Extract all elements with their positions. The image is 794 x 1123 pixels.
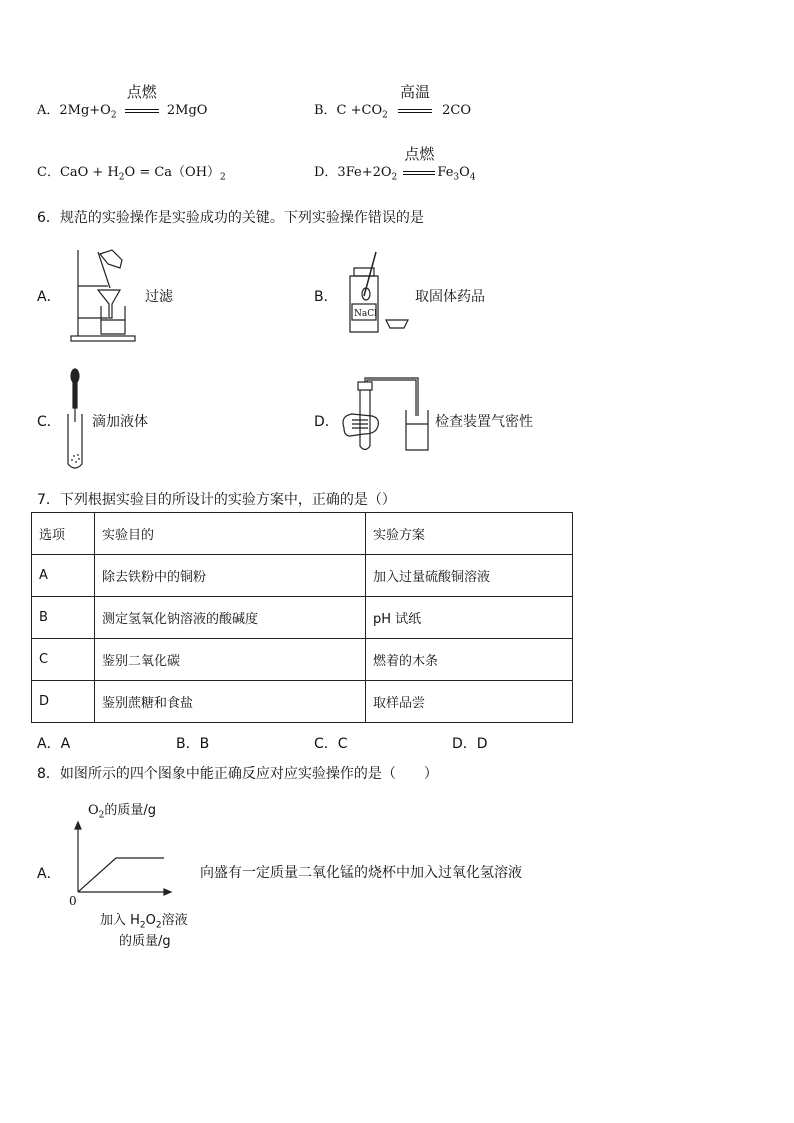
graph-x-axis-label: 加入 $H_2O_2$溶液 xyxy=(100,913,188,931)
reaction-arrow: 高温 xyxy=(398,103,432,118)
table-cell: 燃着的木条 xyxy=(366,639,573,681)
graph-origin-label: 0 xyxy=(69,894,77,908)
experiment-plan-table xyxy=(31,512,573,723)
filtration-apparatus-icon xyxy=(68,246,138,344)
reaction-arrow: 点燃 xyxy=(403,165,435,180)
table-row xyxy=(32,639,573,681)
table-cell: 鉴别蔗糖和食盐 xyxy=(95,681,366,723)
q5-option-d: D．$3Fe+2O_2$ 点燃 $Fe_3O_4$ xyxy=(314,145,476,183)
q6-option-c-label: 滴加液体 xyxy=(92,414,148,430)
q7-stem: 7．下列根据实验目的所设计的实验方案中，正确的是（） xyxy=(37,492,396,508)
table-cell: 加入过量硫酸铜溶液 xyxy=(366,555,573,597)
graph-x-axis-label-line2: 的质量/g xyxy=(119,934,171,949)
table-cell: D xyxy=(32,681,95,723)
table-cell: A xyxy=(32,555,95,597)
dropper-test-tube-icon xyxy=(64,368,86,472)
q6-option-c-letter: C． xyxy=(37,414,61,430)
table-cell: 取样品尝 xyxy=(366,681,573,723)
q7-choice-c: C．C xyxy=(314,736,348,752)
table-cell: C xyxy=(32,639,95,681)
q6-option-d-letter: D． xyxy=(314,414,339,430)
q8-option-a-letter: A． xyxy=(37,866,61,882)
table-header-cell: 实验目的 xyxy=(95,513,366,555)
table-header-cell: 选项 xyxy=(32,513,95,555)
q7-choice-a: A．A xyxy=(37,736,71,752)
bottle-label: NaCl xyxy=(354,309,378,319)
q6-stem: 6．规范的实验操作是实验成功的关键。下列实验操作错误的是 xyxy=(37,210,424,226)
table-cell: 测定氢氧化钠溶液的酸碱度 xyxy=(95,597,366,639)
table-header-row xyxy=(32,513,573,555)
q6-option-a-label: 过滤 xyxy=(145,289,173,305)
q6-option-a-letter: A． xyxy=(37,289,61,305)
oxygen-mass-graph xyxy=(66,820,176,900)
graph-y-axis-label: $O_2$的质量/g xyxy=(88,803,157,821)
graph-line xyxy=(78,858,164,892)
q5-option-a: A．$2Mg+O_2$ 点燃 2MgO xyxy=(37,83,208,121)
table-row xyxy=(32,597,573,639)
table-row xyxy=(32,555,573,597)
q5-option-c: C．CaO + $H_2O = Ca(OH)_2$ xyxy=(37,165,226,183)
reagent-bottle-spoon-icon xyxy=(342,246,412,336)
table-cell: 鉴别二氧化碳 xyxy=(95,639,366,681)
q8-option-a-description: 向盛有一定质量二氧化锰的烧杯中加入过氧化氢溶液 xyxy=(200,865,522,881)
q7-choice-b: B．B xyxy=(176,736,210,752)
q6-option-b-letter: B． xyxy=(314,289,338,305)
table-cell: 除去铁粉中的铜粉 xyxy=(95,555,366,597)
q6-option-d-label: 检查装置气密性 xyxy=(435,414,533,430)
airtightness-check-apparatus-icon xyxy=(338,376,432,456)
table-row xyxy=(32,681,573,723)
reaction-arrow: 点燃 xyxy=(125,103,159,118)
table-cell: pH 试纸 xyxy=(366,597,573,639)
q7-choice-d: D．D xyxy=(452,736,488,752)
q6-option-b-label: 取固体药品 xyxy=(415,289,485,305)
table-cell: B xyxy=(32,597,95,639)
q5-option-b: B．$C +CO_2$ 高温 2CO xyxy=(314,83,472,121)
table-header-cell: 实验方案 xyxy=(366,513,573,555)
q8-stem: 8．如图所示的四个图象中能正确反应对应实验操作的是（ ） xyxy=(37,766,438,782)
